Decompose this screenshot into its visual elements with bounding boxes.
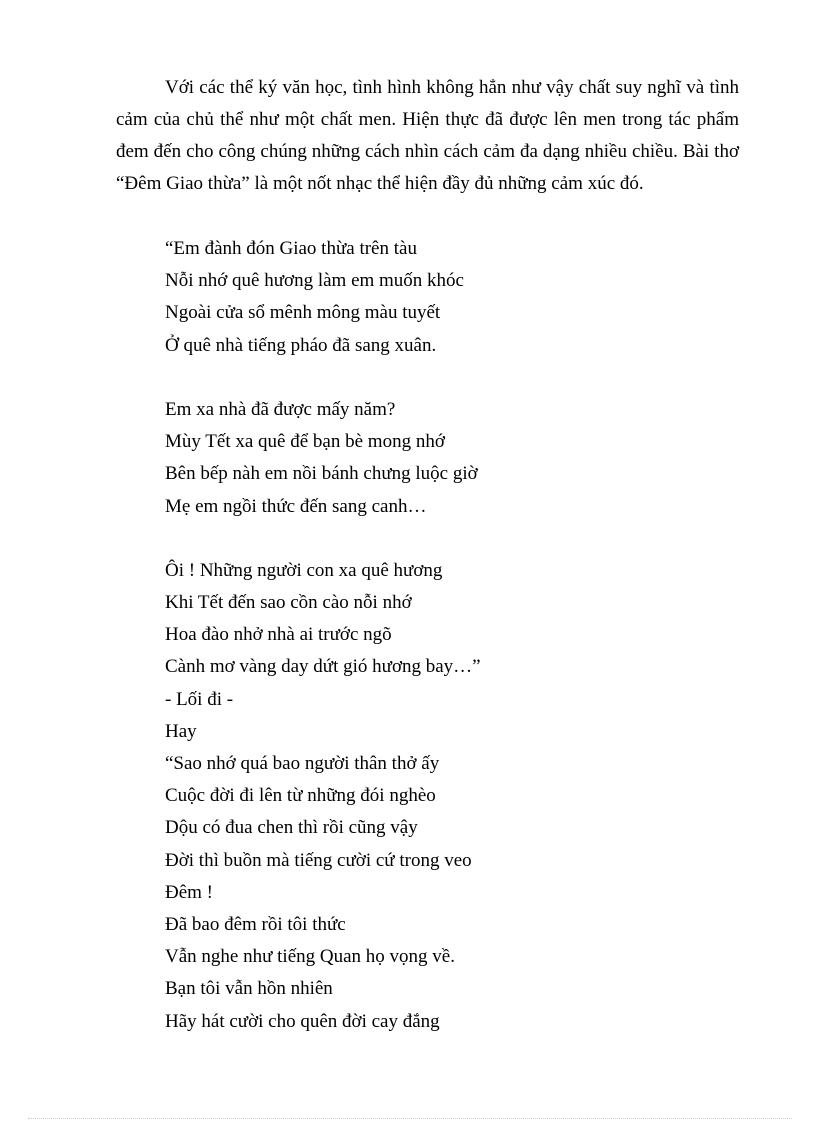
poem-line: Ôi ! Những người con xa quê hương	[165, 559, 443, 581]
poem-line: Cuộc đời đi lên từ những đói nghèo	[165, 785, 436, 807]
poem-line: Ngoài cửa sổ mênh mông màu tuyết	[165, 302, 441, 324]
poem-line: Vẫn nghe như tiếng Quan họ vọng về.	[165, 946, 455, 968]
stanza-break	[165, 523, 725, 555]
poem-line: - Lối đi -	[165, 688, 234, 710]
page-bottom-divider	[28, 1118, 792, 1119]
poem-line: Bên bếp nàh em nồi bánh chưng luộc giờ	[165, 463, 478, 485]
poem-line: Hay	[165, 720, 197, 742]
poem-line: Đời thì buồn mà tiếng cười cứ trong veo	[165, 849, 472, 871]
poem-line: Bạn tôi vẫn hồn nhiên	[165, 978, 333, 1000]
poem-line: Hãy hát cười cho quên đời cay đắng	[165, 1010, 440, 1032]
poem-line: Cành mơ vàng day dứt gió hương bay…”	[165, 656, 481, 678]
poem-line: Hoa đào nhở nhà ai trước ngõ	[165, 624, 392, 646]
poem-line: Mẹ em ngồi thức đến sang canh…	[165, 495, 427, 517]
poem-line: “Sao nhớ quá bao người thân thở ấy	[165, 753, 440, 774]
poem-line: Đêm !	[165, 881, 214, 903]
poem-line: Khi Tết đến sao cồn cào nỗi nhớ	[165, 592, 412, 614]
poem-line: “Em đành đón Giao thừa trên tàu	[165, 238, 417, 259]
poem-block	[165, 233, 725, 1038]
intro-paragraph: Với các thể ký văn học, tình hình không hẳn như vậy chất suy nghĩ và tình cảm của chủ thể như một chất men. Hiện thực đã được lên men trong tác phẩm đem đến cho công chúng những cách nhìn cách cảm đa dạng nhiều chiều. Bài thơ “Đêm Giao thừa” là một nốt nhạc thể hiện đầy đủ những cảm xúc đó.	[116, 77, 739, 194]
poem-line: Mùy Tết xa quê để bạn bè mong nhớ	[165, 431, 445, 453]
stanza-break	[165, 362, 725, 394]
poem-line: Nỗi nhớ quê hương làm em muốn khóc	[165, 270, 464, 292]
poem-line: Đã bao đêm rồi tôi thức	[165, 913, 346, 935]
poem-line: Ở quê nhà tiếng pháo đã sang xuân.	[165, 334, 437, 356]
poem-line: Em xa nhà đã được mấy năm?	[165, 398, 396, 420]
poem-line: Dộu có đua chen thì rồi cũng vậy	[165, 817, 418, 839]
